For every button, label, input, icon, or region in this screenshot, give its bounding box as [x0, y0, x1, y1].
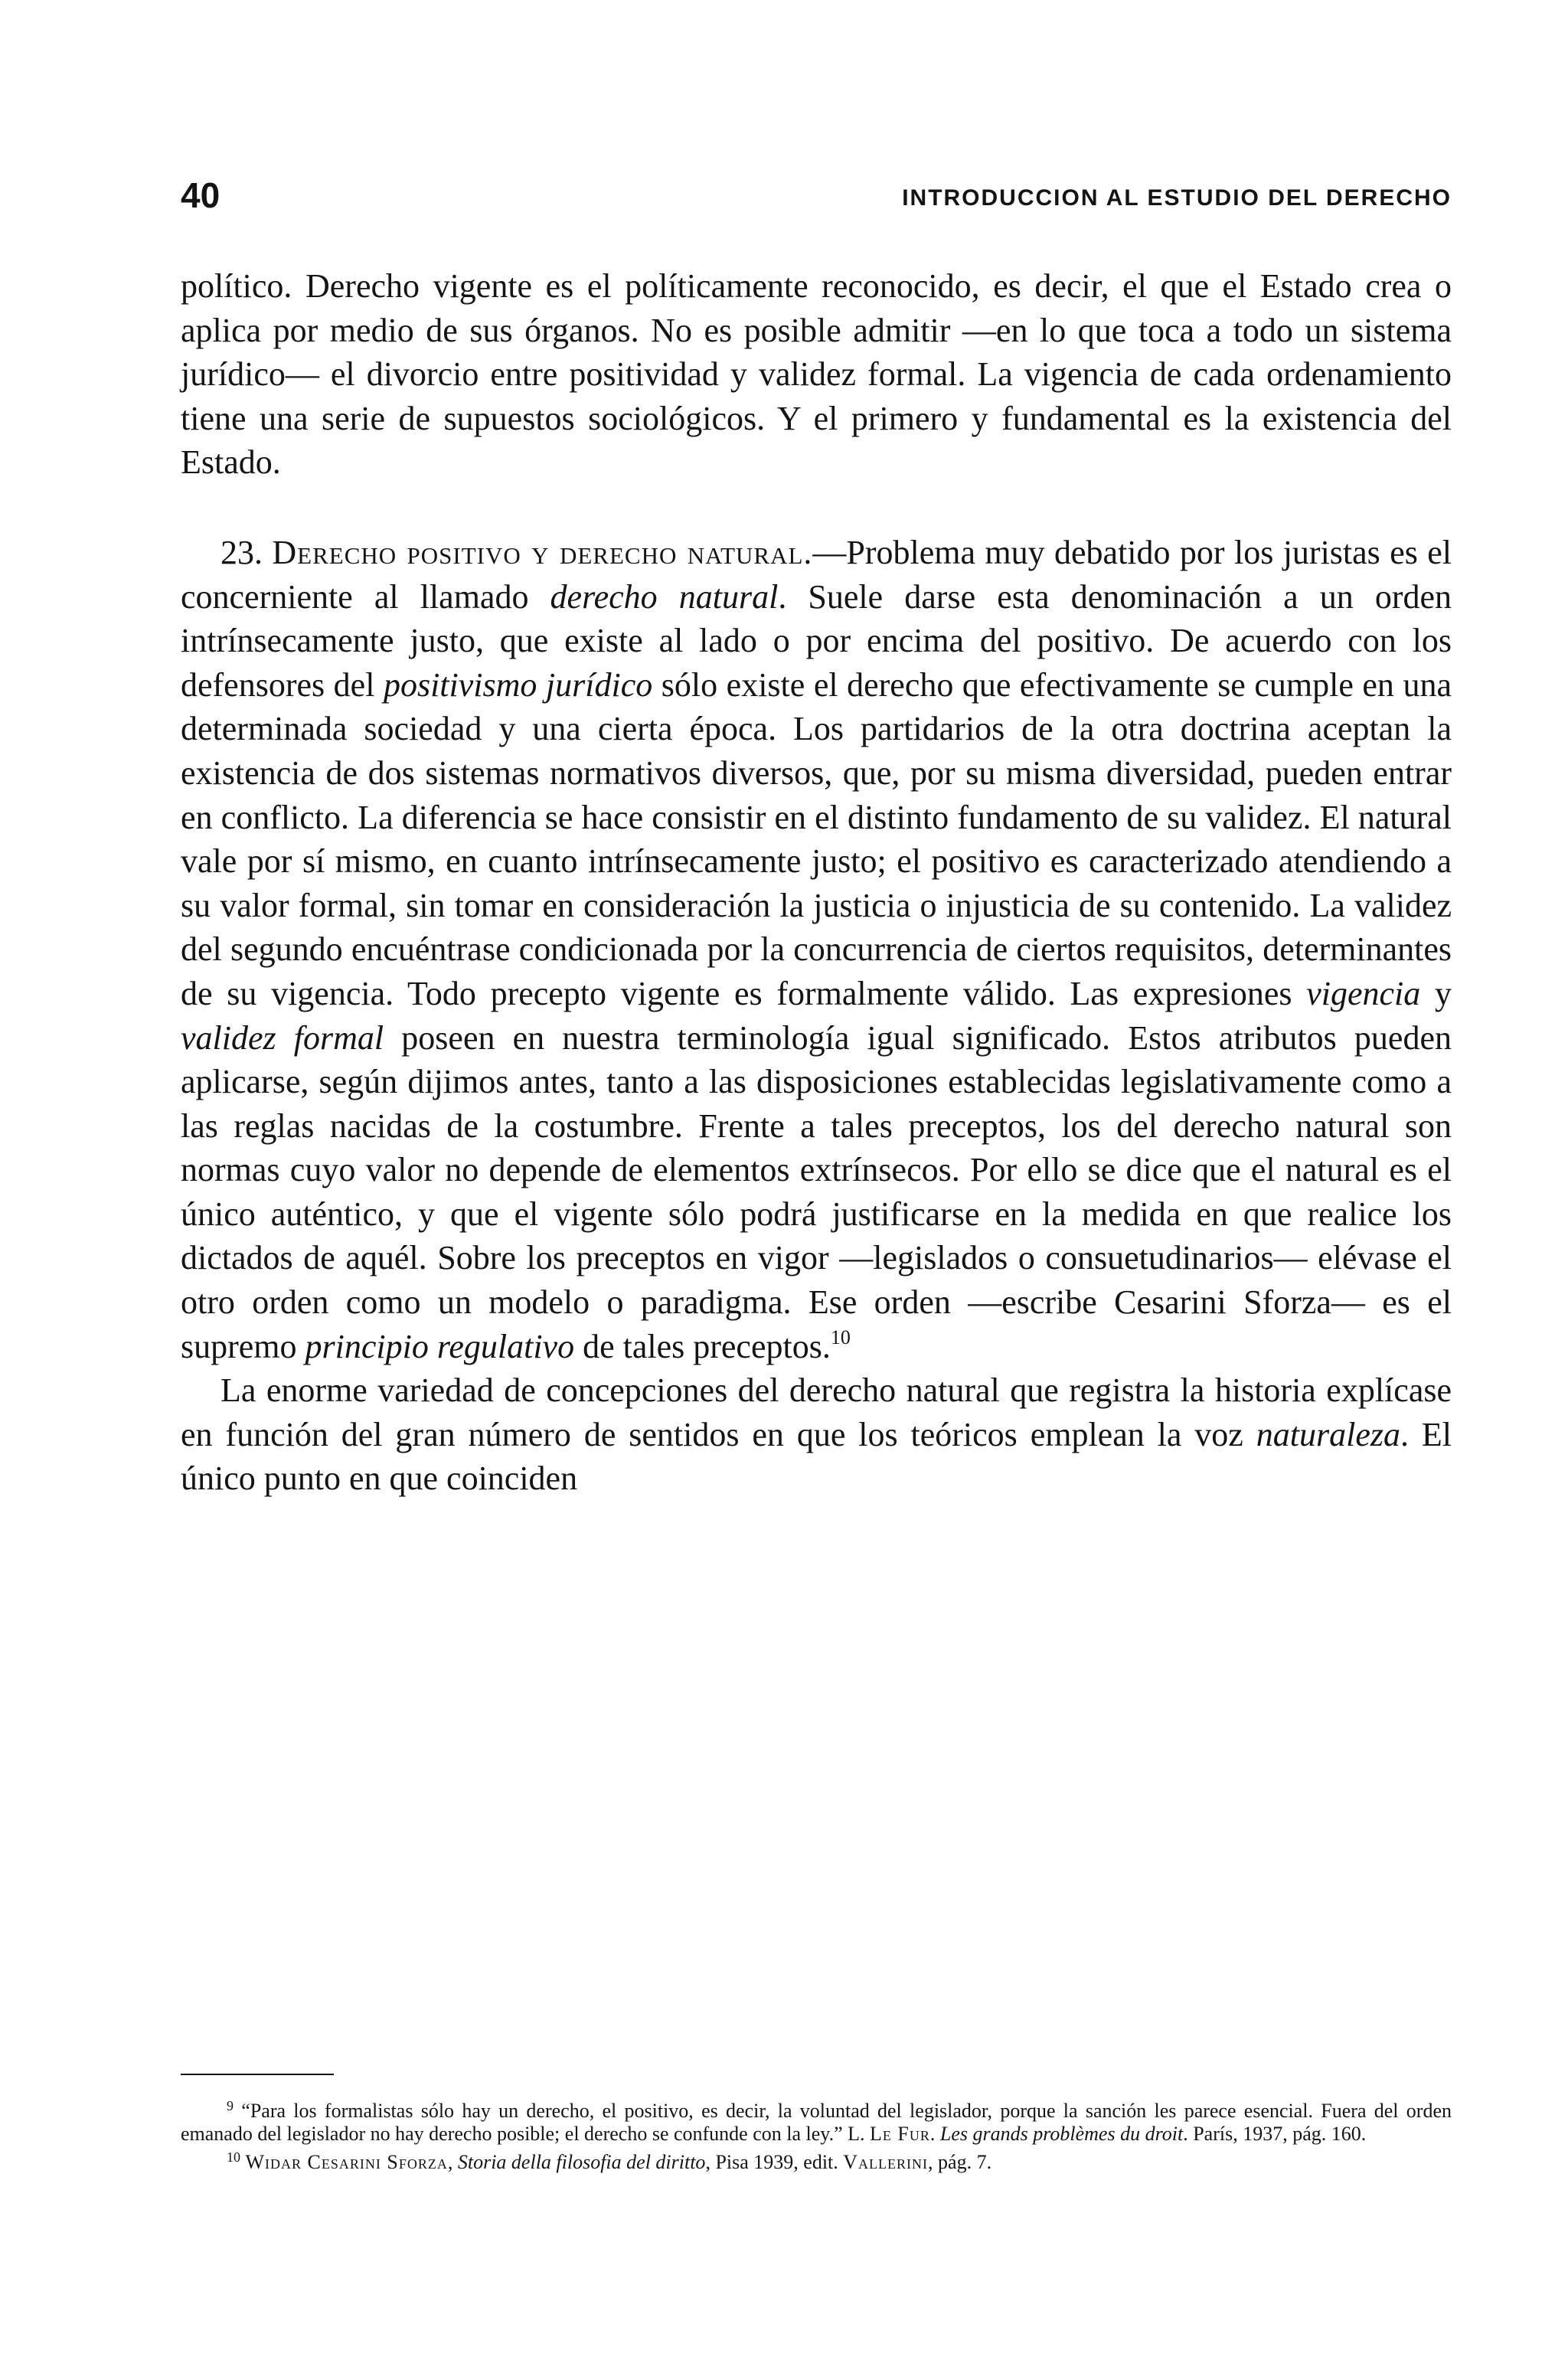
footnote-text: , pág. 7.: [928, 2151, 992, 2173]
emphasis-term: naturaleza: [1256, 1415, 1400, 1453]
footnote-9: [181, 2094, 1452, 2146]
paragraph-naturaleza: [181, 1368, 1452, 1501]
footnote-10: [181, 2146, 1452, 2174]
running-title: INTRODUCCION AL ESTUDIO DEL DERECHO: [902, 185, 1452, 211]
text-run: poseen en nuestra terminología igual significado. Estos atributos pueden aplicarse, según dijimos antes, tanto a las disposiciones establecidas legislativamente como a las reglas nacidas de la costumbre. Frente a tales preceptos, los del derecho natural son normas cuyo valor no depende de elementos extrínsecos. Por ello se dice que el natural es el único auténtico, y que el vigente sólo podrá justificarse en la medida en que realice los dictados de aquél. Sobre los preceptos en vigor —legislados o consuetudinarios— elévase el otro orden como un modelo o paradigma. Ese orden —escribe Cesarini Sforza— es el supremo: [181, 1018, 1452, 1365]
footnote-title: Storia della filosofia del diritto: [457, 2151, 706, 2173]
emphasis-term: validez formal: [181, 1018, 384, 1057]
footnote-author: Widar Cesarini Sforza: [245, 2151, 448, 2173]
text-run: y: [1420, 974, 1452, 1012]
section-23-paragraph: [181, 531, 1452, 1368]
section-heading: Derecho positivo y derecho natural.: [272, 533, 813, 571]
page-header: [181, 175, 1452, 228]
footnote-text: , Pisa 1939, edit.: [705, 2151, 844, 2173]
emphasis-term: derecho natural: [550, 577, 779, 616]
page-number: 40: [181, 175, 220, 215]
text-run: . El único punto en que coinciden: [181, 1415, 1452, 1498]
footnote-separator: [181, 2074, 334, 2075]
footnote-title: Les grands problèmes du droit: [939, 2123, 1184, 2145]
footnote-text: .: [929, 2123, 940, 2145]
main-text: [181, 264, 1452, 1501]
paragraph-continuation: político. Derecho vigente es el políticamente reconocido, es decir, el que el Estado crea o aplica por medio de sus órganos. No es posible admitir —en lo que toca a todo un sistema jurídico— el divorcio entre positividad y validez formal. La vigencia de cada ordenamiento tiene una serie de supuestos sociológicos. Y el primero y fundamental es la existencia del Estado.: [181, 267, 1452, 482]
section-number: 23.: [220, 533, 263, 571]
footnote-text: . París, 1937, pág. 160.: [1183, 2123, 1367, 2145]
emphasis-term: principio regulativo: [305, 1327, 575, 1365]
footnote-number: 10: [227, 2149, 240, 2165]
footnote-text: “Para los formalistas sólo hay un derecho, el positivo, es decir, la voluntad del legislador, porque la sanción les parece esencial. Fuera del orden emanado del legislador no hay derecho posible; el derecho se confunde con la ley.” L.: [181, 2100, 1452, 2145]
text-run: —Problema muy debatido por los juristas es el concerniente al llamado: [181, 533, 1452, 616]
footnotes: [181, 2094, 1452, 2174]
footnote-publisher: Vallerini: [843, 2151, 929, 2173]
text-run: de tales preceptos.: [574, 1327, 831, 1365]
text-run: . Suele darse esta denominación a un orden intrínsecamente justo, que existe al lado o por encima del positivo. De acuerdo con los defensores del: [181, 577, 1452, 704]
footnote-author: Le Fur: [870, 2123, 930, 2145]
footnote-number: 9: [227, 2098, 234, 2113]
text-run: La enorme variedad de concepciones del derecho natural que registra la historia explícase en función del gran número de sentidos en que los teóricos emplean la voz: [181, 1371, 1452, 1453]
text-run: sólo existe el derecho que efectivamente se cumple en una determinada sociedad y una cierta época. Los partidarios de la otra doctrina aceptan la existencia de dos sistemas normativos diversos, que, por su misma diversidad, pueden entrar en conflicto. La diferencia se hace consistir en el distinto fundamento de su validez. El natural vale por sí mismo, en cuanto intrínsecamente justo; el positivo es caracterizado atendiendo a su valor formal, sin tomar en consideración la justicia o injusticia de su contenido. La validez del segundo encuéntrase condicionada por la concurrencia de ciertos requisitos, determinantes de su vigencia. Todo precepto vigente es formalmente válido. Las expresiones: [181, 665, 1452, 1012]
footnote-reference: 10: [830, 1325, 851, 1348]
emphasis-term: vigencia: [1306, 974, 1421, 1012]
footnote-text: ,: [447, 2151, 458, 2173]
emphasis-term: positivismo jurídico: [383, 665, 653, 704]
